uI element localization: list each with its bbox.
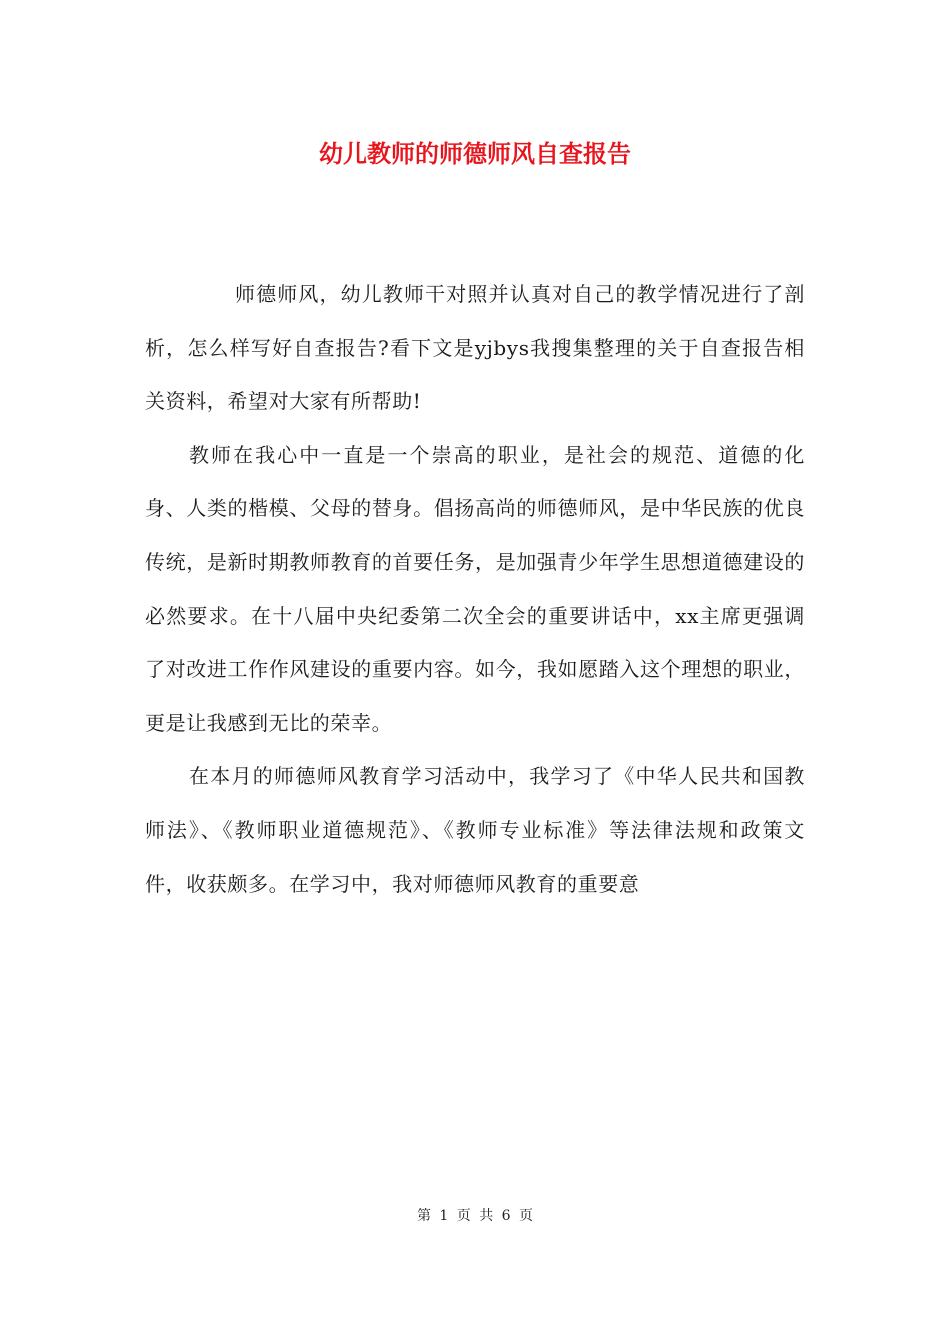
document-title: 幼儿教师的师德师风自查报告 [319, 139, 631, 168]
paragraph-intro: 师德师风，幼儿教师干对照并认真对自己的教学情况进行了剖析，怎么样写好自查报告?看下文是yjbys我搜集整理的关于自查报告相关资料，希望对大家有所帮助! [145, 282, 805, 414]
page-number-footer: 第 1 页 共 6 页 [416, 1208, 534, 1224]
document-body [145, 268, 805, 911]
paragraph-study-activity: 在本月的师德师风教育学习活动中，我学习了《中华人民共和国教师法》、《教师职业道德规范》、《教师专业标准》等法律法规和政策文件，收获颇多。在学习中，我对师德师风教育的重要意 [145, 764, 805, 896]
paragraph-teacher-career: 教师在我心中一直是一个崇高的职业，是社会的规范、道德的化身、人类的楷模、父母的替身。倡扬高尚的师德师风，是中华民族的优良传统，是新时期教师教育的首要任务，是加强青少年学生思想道德建设的必然要求。在十八届中央纪委第二次全会的重要讲话中，xx主席更强调了对改进工作作风建设的重要内容。如今，我如愿踏入这个理想的职业，更是让我感到无比的荣幸。 [145, 442, 805, 735]
